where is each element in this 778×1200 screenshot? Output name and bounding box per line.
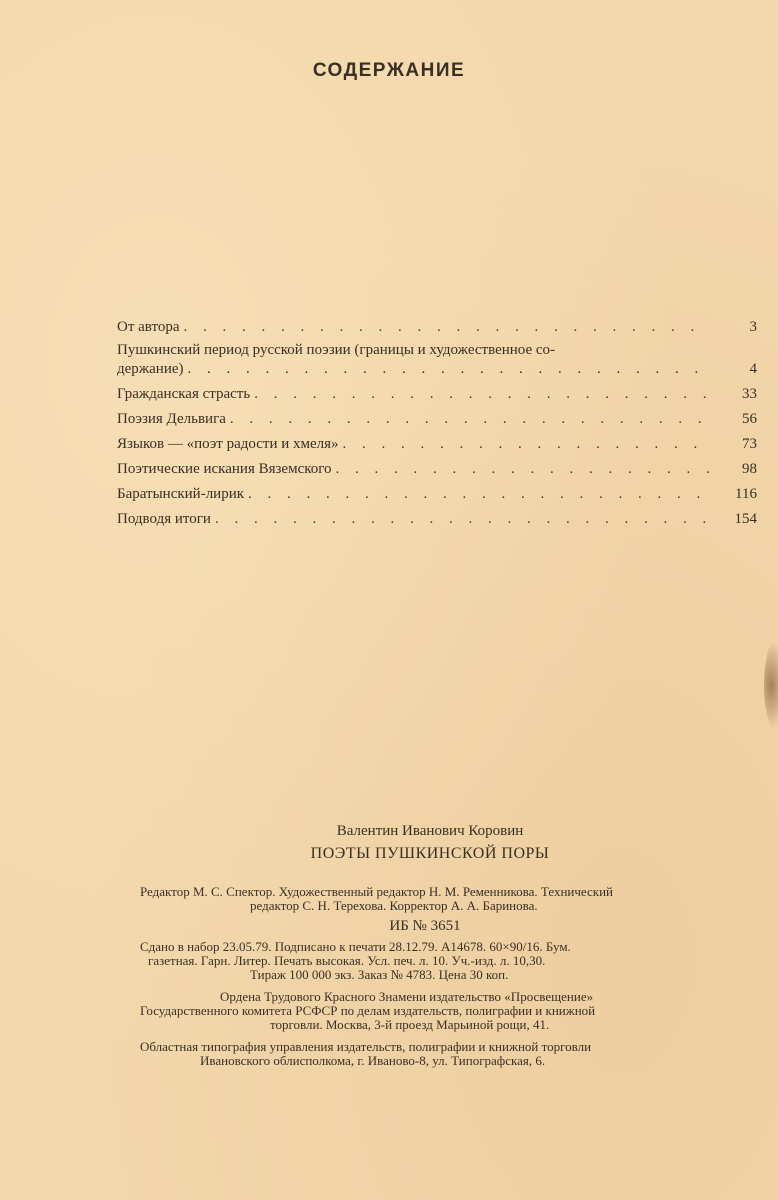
toc-entry	[117, 312, 757, 337]
toc-entry-page: 154	[734, 511, 757, 527]
toc-entry-page: 116	[735, 486, 757, 502]
table-of-contents	[117, 312, 757, 529]
printing-house-line: Областная типография управления издательств, полиграфии и книжной торговли	[140, 1039, 592, 1054]
toc-leader-dots	[215, 510, 711, 529]
editors-line: редактор С. Н. Терехова. Корректор А. А. Баринова.	[250, 898, 538, 913]
toc-leader-dots	[343, 435, 711, 454]
ib-number: ИБ № 3651	[389, 918, 461, 934]
editors-credits	[140, 885, 740, 913]
editors-line: Редактор М. С. Спектор. Художественный редактор Н. М. Ременникова. Технический	[140, 884, 614, 899]
toc-entry-title-line1: Пушкинский период русской поэзии (границы и художественное со-	[117, 342, 556, 358]
page-edge-stain	[764, 640, 778, 730]
toc-entry	[117, 379, 757, 404]
toc-entry-page: 98	[742, 461, 757, 477]
author-name: Валентин Иванович Коровин	[336, 823, 524, 839]
publisher-info	[140, 990, 740, 1032]
page-title: СОДЕРЖАНИЕ	[312, 60, 466, 81]
toc-entry-page: 33	[742, 386, 757, 402]
publisher-line: торговли. Москва, 3-й проезд Марьиной рощи, 41.	[270, 1017, 550, 1032]
toc-leader-dots	[336, 460, 711, 479]
toc-leader-dots	[188, 360, 711, 379]
publisher-line: Ордена Трудового Красного Знамени издательство «Просвещение»	[220, 989, 594, 1004]
toc-leader-dots	[254, 385, 711, 404]
publisher-line: Государственного комитета РСФСР по делам издательств, полиграфии и книжной	[140, 1003, 596, 1018]
toc-entry-page: 56	[742, 411, 757, 427]
print-details	[140, 940, 740, 982]
toc-entry-title: Гражданская страсть	[117, 386, 251, 402]
toc-entry	[117, 404, 757, 429]
print-line: газетная. Гарн. Литер. Печать высокая. Усл. печ. л. 10. Уч.-изд. л. 10,30.	[148, 953, 546, 968]
book-title: ПОЭТЫ ПУШКИНСКОЙ ПОРЫ	[310, 845, 550, 862]
toc-entry-page: 3	[749, 319, 757, 335]
toc-entry-title: Баратынский-лирик	[117, 486, 245, 502]
toc-entry-page: 73	[742, 436, 757, 452]
toc-entry	[117, 479, 757, 504]
toc-entry	[117, 429, 757, 454]
print-line: Сдано в набор 23.05.79. Подписано к печати 28.12.79. А14678. 60×90/16. Бум.	[140, 939, 571, 954]
toc-leader-dots	[230, 410, 711, 429]
toc-entry-title: Поэзия Дельвига	[117, 411, 226, 427]
printing-house-line: Ивановского облисполкома, г. Иваново-8, ул. Типографская, 6.	[200, 1053, 546, 1068]
toc-entry	[117, 504, 757, 529]
toc-entry-title: От автора	[117, 319, 180, 335]
toc-leader-dots	[248, 485, 711, 504]
toc-entry-title: Подводя итоги	[117, 511, 211, 527]
toc-leader-dots	[184, 318, 711, 337]
toc-entry-title: Языков — «поэт радости и хмеля»	[117, 436, 339, 452]
toc-entry-title: Поэтические искания Вяземского	[117, 461, 332, 477]
printing-house-info	[140, 1040, 740, 1068]
print-line: Тираж 100 000 экз. Заказ № 4783. Цена 30 коп.	[250, 967, 509, 982]
toc-entry	[117, 454, 757, 479]
colophon	[140, 824, 740, 1068]
toc-entry	[117, 341, 757, 379]
toc-entry-title-line2: держание)	[117, 361, 184, 377]
toc-entry-page: 4	[749, 361, 757, 377]
